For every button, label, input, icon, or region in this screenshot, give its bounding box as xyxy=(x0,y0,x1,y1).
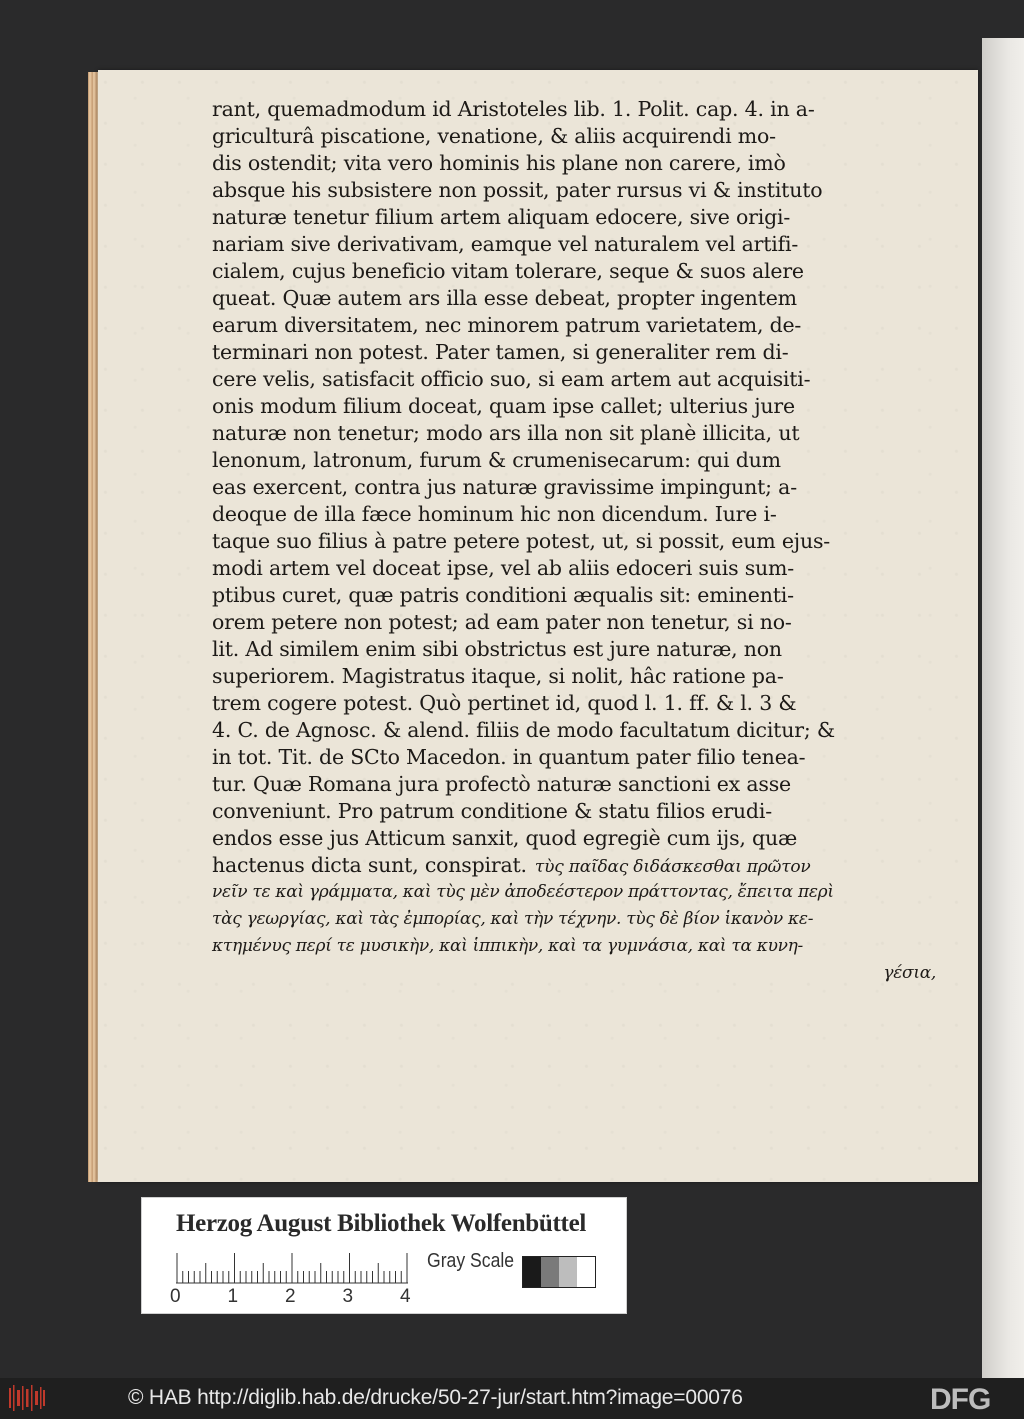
greek-line: γέσια, xyxy=(883,963,936,983)
text-line: dis ostendit; vita vero hominis his plane non carere, imò xyxy=(212,151,786,175)
copyright-url[interactable]: © HAB http://diglib.hab.de/drucke/50-27-jur/start.htm?image=00076 xyxy=(128,1386,743,1409)
text-line: trem cogere potest. Quò pertinet id, quod l. 1. ff. & l. 3 & xyxy=(212,691,797,715)
text-line: rant, quemadmodum id Aristoteles lib. 1. Polit. cap. 4. in a- xyxy=(212,97,815,121)
text-line xyxy=(212,852,936,879)
text-line: orem petere non potest; ad eam pater non tenetur, si no- xyxy=(212,610,792,634)
text-line: tur. Quæ Romana jura profectò naturæ sanctioni ex asse xyxy=(212,772,791,796)
ruler-number: 1 xyxy=(227,1286,239,1307)
ruler-number: 2 xyxy=(285,1286,296,1307)
ruler-numbers xyxy=(170,1286,430,1308)
adjacent-page-edge xyxy=(982,38,1024,1378)
greek-line: τὰς γεωργίας, καὶ τὰς ἐμπορίας, καὶ τὴν τέχνην. τὺς δὲ βίον ἱκανὸν κε- xyxy=(212,909,814,929)
text-line: cialem, cujus beneficio vitam tolerare, seque & suos alere xyxy=(212,259,804,283)
text-line: eas exercent, contra jus naturæ gravissime impingunt; a- xyxy=(212,475,797,499)
greek-line: κτημένυς περί τε μυσικὴν, καὶ ἱππικὴν, καὶ τα γυμνάσια, καὶ τα κυνη- xyxy=(212,936,804,956)
gray-swatch xyxy=(523,1257,541,1287)
text-line: earum diversitatem, nec minorem patrum varietatem, de- xyxy=(212,313,802,337)
library-name: Herzog August Bibliothek Wolfenbüttel xyxy=(176,1210,587,1237)
text-line: naturæ non tenetur; modo ars illa non sit planè illicita, ut xyxy=(212,421,800,445)
gray-swatch xyxy=(577,1257,595,1287)
text-line: terminari non potest. Pater tamen, si generaliter rem di- xyxy=(212,340,789,364)
text-line: endos esse jus Atticum sanxit, quod egregiè cum ijs, quæ xyxy=(212,826,798,850)
text-line: deoque de illa fæce hominum hic non dicendum. Iure i- xyxy=(212,502,777,526)
ruler-number: 3 xyxy=(342,1286,354,1307)
page-text xyxy=(212,96,936,987)
text-line: superiorem. Magistratus itaque, si nolit, hâc ratione pa- xyxy=(212,664,784,688)
gray-scale-label: Gray Scale xyxy=(427,1250,515,1272)
text-line: griculturâ piscatione, venatione, & aliis acquirendi mo- xyxy=(212,124,776,148)
text-line: nariam sive derivativam, eamque vel naturalem vel artifi- xyxy=(212,232,799,256)
text-line: onis modum filium doceat, quam ipse callet; ulterius jure xyxy=(212,394,795,418)
text-line: lit. Ad similem enim sibi obstrictus est jure naturæ, non xyxy=(212,637,782,661)
text-line: modi artem vel doceat ipse, vel ab aliis edoceri suis sum- xyxy=(212,556,794,580)
text-line: absque his subsistere non possit, pater rursus vi & instituto xyxy=(212,178,823,202)
text-line: lenonum, latronum, furum & crumenisecarum: qui dum xyxy=(212,448,781,472)
ruler-number: 0 xyxy=(170,1286,181,1307)
gray-swatch xyxy=(541,1257,559,1287)
text-line: cere velis, satisfacit officio suo, si eam artem aut acquisiti- xyxy=(212,367,811,391)
text-line-segment: hactenus dicta sunt, conspirat. xyxy=(212,853,527,877)
ruler-number: 4 xyxy=(400,1286,411,1307)
text-line: taque suo filius à patre petere potest, ut, si possit, eum ejus- xyxy=(212,529,831,553)
text-line: 4. C. de Agnosc. & alend. filiis de modo facultatum dicitur; & xyxy=(212,718,835,742)
viewer-footer xyxy=(0,1378,1024,1419)
dfg-logo: DFG xyxy=(930,1383,991,1416)
gray-swatch xyxy=(559,1257,577,1287)
greek-line: νεῖν τε καὶ γράμματα, καὶ τὺς μὲν ἀποδεέστερον πράττοντας, ἔπειτα περὶ xyxy=(212,882,834,902)
greek-inline: τὺς παῖδας διδάσκεσθαι πρῶτον xyxy=(534,857,811,877)
text-line: ptibus curet, quæ patris conditioni æqualis sit: eminenti- xyxy=(212,583,794,607)
text-line: queat. Quæ autem ars illa esse debeat, propter ingentem xyxy=(212,286,797,310)
gray-scale-swatches xyxy=(522,1256,596,1288)
text-line: conveniunt. Pro patrum conditione & statu filios erudi- xyxy=(212,799,772,823)
barcode-logo-icon xyxy=(8,1385,46,1411)
color-calibration-card xyxy=(141,1197,627,1314)
ruler-scale xyxy=(176,1253,408,1285)
text-line: in tot. Tit. de SCto Macedon. in quantum pater filio tenea- xyxy=(212,745,806,769)
text-line: naturæ tenetur filium artem aliquam edocere, sive origi- xyxy=(212,205,791,229)
